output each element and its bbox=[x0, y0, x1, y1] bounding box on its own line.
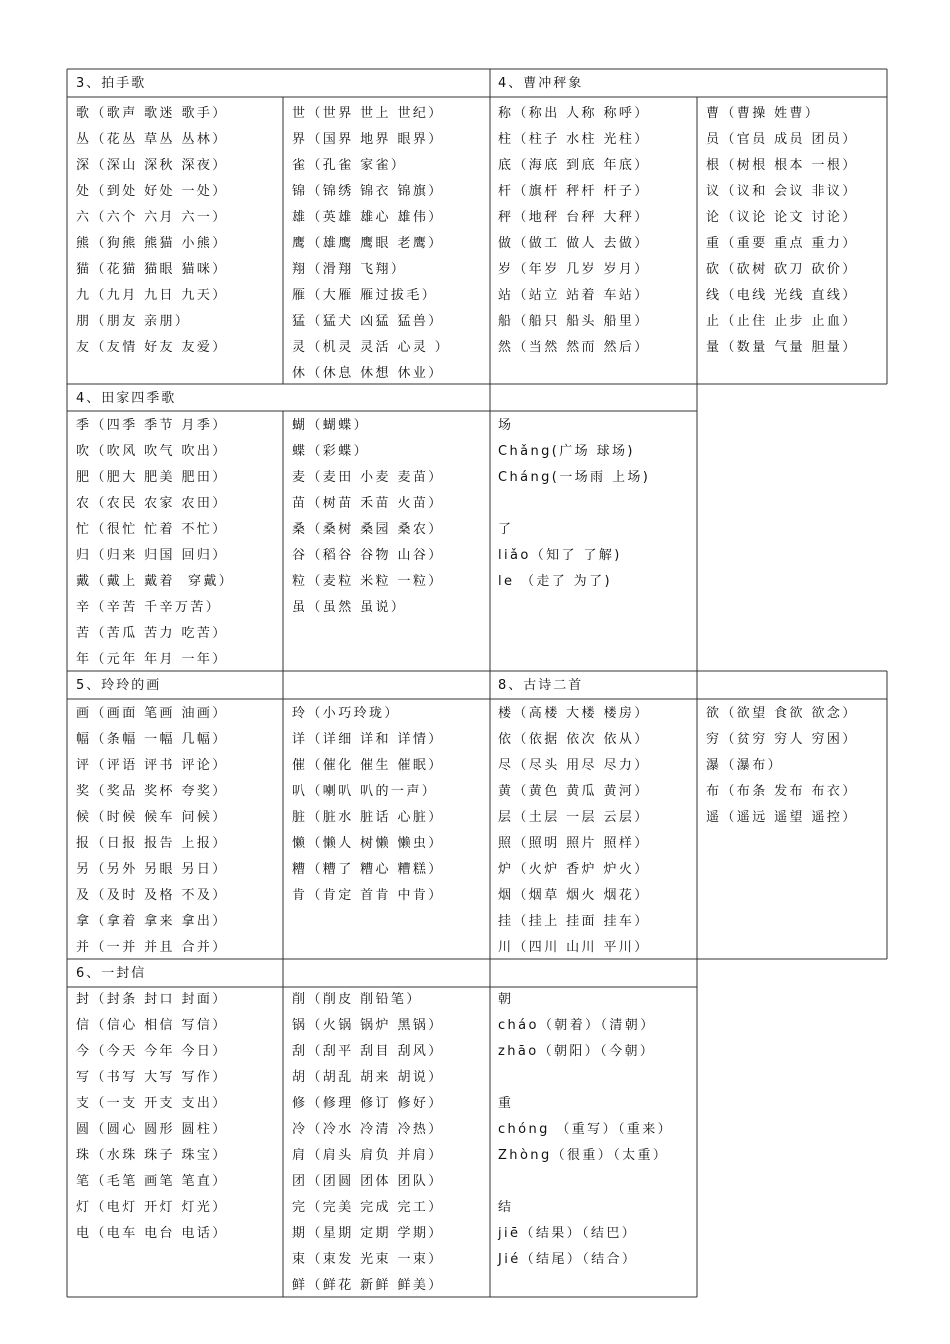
word-entry: 今（今天 今年 今日） bbox=[76, 1044, 228, 1059]
word-entry: 猫（花猫 猫眼 猫咪） bbox=[76, 262, 228, 277]
word-entry: le （走了 为了) bbox=[498, 574, 612, 589]
word-entry: 依（依据 依次 依从） bbox=[498, 732, 650, 747]
word-entry: 肩（肩头 肩负 并肩） bbox=[292, 1148, 444, 1163]
word-entry: 报（日报 报告 上报） bbox=[76, 836, 228, 851]
word-entry: 粒（麦粒 米粒 一粒） bbox=[292, 574, 444, 589]
word-entry: 脏（脏水 脏话 心脏） bbox=[292, 810, 444, 825]
word-entry: 苦（苦瓜 苦力 吃苦） bbox=[76, 626, 228, 641]
word-entry: 挂（挂上 挂面 挂车） bbox=[498, 914, 650, 929]
word-entry: 圆（圆心 圆形 圆柱） bbox=[76, 1122, 228, 1137]
word-entry: 灯（电灯 开灯 灯光） bbox=[76, 1200, 228, 1215]
word-entry: 戴（戴上 戴着 穿戴） bbox=[76, 574, 235, 589]
word-entry: 幅（条幅 一幅 几幅） bbox=[76, 732, 228, 747]
word-entry: 谷（稻谷 谷物 山谷） bbox=[292, 548, 444, 563]
word-entry: 员（官员 成员 团员） bbox=[706, 132, 858, 147]
word-entry: 了 bbox=[498, 522, 514, 537]
word-entry: 船（船只 船头 船里） bbox=[498, 314, 650, 329]
word-entry: 场 bbox=[498, 418, 514, 433]
word-entry: cháo（朝着）（清朝） bbox=[498, 1018, 656, 1033]
word-entry: 底（海底 到底 年底） bbox=[498, 158, 650, 173]
word-entry: 砍（砍树 砍刀 砍价） bbox=[706, 262, 858, 277]
word-entry: 深（深山 深秋 深夜） bbox=[76, 158, 228, 173]
word-list-s3-col1 bbox=[76, 101, 228, 361]
word-entry: 蝴（蝴蝶） bbox=[292, 418, 370, 433]
polyphone-list-s4b bbox=[498, 413, 650, 595]
word-entry: 鹰（雄鹰 鹰眼 老鹰） bbox=[292, 236, 444, 251]
word-entry: 层（土层 一层 云层） bbox=[498, 810, 650, 825]
word-entry: 评（评语 评书 评论） bbox=[76, 758, 228, 773]
word-entry: 并（一并 并且 合并） bbox=[76, 940, 228, 955]
word-list-s8-col1 bbox=[498, 701, 650, 961]
word-entry: 催（催化 催生 催眠） bbox=[292, 758, 444, 773]
word-entry: chóng （重写）（重来） bbox=[498, 1122, 674, 1137]
word-entry: 详（详细 详和 详情） bbox=[292, 732, 444, 747]
word-entry: 九（九月 九日 九天） bbox=[76, 288, 228, 303]
word-entry: 拿（拿着 拿来 拿出） bbox=[76, 914, 228, 929]
word-list-s4a-col2 bbox=[706, 101, 858, 361]
word-entry: 然（当然 然而 然后） bbox=[498, 340, 650, 355]
word-entry: 忙（很忙 忙着 不忙） bbox=[76, 522, 228, 537]
word-entry: 论（议论 论文 讨论） bbox=[706, 210, 858, 225]
word-entry: 熊（狗熊 熊猫 小熊） bbox=[76, 236, 228, 251]
word-entry: 结 bbox=[498, 1200, 514, 1215]
word-entry bbox=[498, 1065, 673, 1091]
word-entry: Jié（结尾）（结合） bbox=[498, 1252, 638, 1267]
word-entry: 曹（曹操 姓曹） bbox=[706, 106, 821, 121]
word-entry: 及（及时 及格 不及） bbox=[76, 888, 228, 903]
word-entry: 封（封条 封口 封面） bbox=[76, 992, 228, 1007]
word-entry: 信（信心 相信 写信） bbox=[76, 1018, 228, 1033]
word-entry: 年（元年 年月 一年） bbox=[76, 652, 228, 667]
word-entry: 议（议和 会议 非议） bbox=[706, 184, 858, 199]
word-list-s8-col2 bbox=[706, 701, 858, 831]
word-entry: 量（数量 气量 胆量） bbox=[706, 340, 858, 355]
word-entry: 珠（水珠 珠子 珠宝） bbox=[76, 1148, 228, 1163]
word-entry: 画（画面 笔画 油画） bbox=[76, 706, 228, 721]
word-entry: 川（四川 山川 平川） bbox=[498, 940, 650, 955]
word-list-s5-col2 bbox=[292, 701, 444, 909]
word-entry: 称（称出 人称 称呼） bbox=[498, 106, 650, 121]
section-title-a-letter: 6、一封信 bbox=[76, 966, 147, 981]
word-entry: 农（农民 农家 农田） bbox=[76, 496, 228, 511]
word-entry: 支（一支 开支 支出） bbox=[76, 1096, 228, 1111]
word-entry: 瀑（瀑布） bbox=[706, 758, 784, 773]
word-list-s6-col1 bbox=[76, 987, 228, 1247]
section-title-farm-seasons: 4、田家四季歌 bbox=[76, 391, 177, 406]
word-entry: 刮（刮平 刮目 刮风） bbox=[292, 1044, 444, 1059]
word-entry: 桑（桑树 桑园 桑农） bbox=[292, 522, 444, 537]
word-entry: 虽（虽然 虽说） bbox=[292, 600, 407, 615]
word-entry: 楼（高楼 大楼 楼房） bbox=[498, 706, 650, 721]
word-list-s5-col1 bbox=[76, 701, 228, 961]
word-entry: liǎo（知了 了解) bbox=[498, 548, 622, 563]
word-entry: 修（修理 修订 修好） bbox=[292, 1096, 444, 1111]
word-entry: 重 bbox=[498, 1096, 514, 1111]
word-entry: 冷（冷水 冷清 冷热） bbox=[292, 1122, 444, 1137]
word-entry: 重（重要 重点 重力） bbox=[706, 236, 858, 251]
word-entry: 辛（辛苦 千辛万苦） bbox=[76, 600, 222, 615]
word-entry: 歌（歌声 歌迷 歌手） bbox=[76, 106, 228, 121]
word-entry: 六（六个 六月 六一） bbox=[76, 210, 228, 225]
word-entry: Cháng(一场雨 上场) bbox=[498, 470, 651, 485]
word-entry: 尽（尽头 用尽 尽力） bbox=[498, 758, 650, 773]
word-entry: 削（削皮 削铅笔） bbox=[292, 992, 422, 1007]
word-entry: 站（站立 站着 车站） bbox=[498, 288, 650, 303]
word-list-s4b-col2 bbox=[292, 413, 444, 621]
word-list-s6-col2 bbox=[292, 987, 444, 1299]
word-entry: 雄（英雄 雄心 雄伟） bbox=[292, 210, 444, 225]
word-entry: 季（四季 季节 月季） bbox=[76, 418, 228, 433]
word-entry: 肯（肯定 首肯 中肯） bbox=[292, 888, 444, 903]
word-entry: 另（另外 另眼 另日） bbox=[76, 862, 228, 877]
word-entry: 丛（花丛 草丛 丛林） bbox=[76, 132, 228, 147]
word-entry: 期（星期 定期 学期） bbox=[292, 1226, 444, 1241]
word-entry: 糟（糟了 糟心 糟糕） bbox=[292, 862, 444, 877]
word-entry: 烟（烟草 烟火 烟花） bbox=[498, 888, 650, 903]
word-entry: 苗（树苗 禾苗 火苗） bbox=[292, 496, 444, 511]
word-entry: 写（书写 大写 写作） bbox=[76, 1070, 228, 1085]
word-entry: 黄（黄色 黄瓜 黄河） bbox=[498, 784, 650, 799]
word-entry: 秤（地秤 台秤 大秤） bbox=[498, 210, 650, 225]
word-entry: 止（止住 止步 止血） bbox=[706, 314, 858, 329]
word-entry: 岁（年岁 几岁 岁月） bbox=[498, 262, 650, 277]
word-entry: 炉（火炉 香炉 炉火） bbox=[498, 862, 650, 877]
word-entry: 候（时候 候车 问候） bbox=[76, 810, 228, 825]
section-title-lingling-painting: 5、玲玲的画 bbox=[76, 678, 162, 693]
word-entry: 穷（贫穷 穷人 穷困） bbox=[706, 732, 858, 747]
word-entry: 雁（大雁 雁过拔毛） bbox=[292, 288, 438, 303]
word-list-s4b-col1 bbox=[76, 413, 234, 673]
word-entry: 叭（喇叭 叭的一声） bbox=[292, 784, 438, 799]
word-entry: Chǎng(广场 球场) bbox=[498, 444, 635, 459]
word-entry: 线（电线 光线 直线） bbox=[706, 288, 858, 303]
word-entry: 界（国界 地界 眼界） bbox=[292, 132, 444, 147]
word-entry: 朝 bbox=[498, 992, 514, 1007]
word-entry: 鲜（鲜花 新鲜 鲜美） bbox=[292, 1278, 444, 1293]
word-entry: Zhòng（很重）（太重） bbox=[498, 1148, 669, 1163]
section-title-cao-chong: 4、曹冲秤象 bbox=[498, 76, 584, 91]
word-entry bbox=[498, 1169, 673, 1195]
word-entry: 麦（麦田 小麦 麦苗） bbox=[292, 470, 444, 485]
word-entry: 杆（旗杆 秤杆 杆子） bbox=[498, 184, 650, 199]
word-entry: 束（束发 光束 一束） bbox=[292, 1252, 444, 1267]
word-entry: 猛（猛犬 凶猛 猛兽） bbox=[292, 314, 444, 329]
word-entry: 布（布条 发布 布衣） bbox=[706, 784, 858, 799]
word-entry: 电（电车 电台 电话） bbox=[76, 1226, 228, 1241]
word-entry: 奖（奖品 奖杯 夸奖） bbox=[76, 784, 228, 799]
word-entry: 翔（滑翔 飞翔） bbox=[292, 262, 407, 277]
word-entry: 蝶（彩蝶） bbox=[292, 444, 370, 459]
word-entry: 锦（锦绣 锦衣 锦旗） bbox=[292, 184, 444, 199]
word-entry: 懒（懒人 树懒 懒虫） bbox=[292, 836, 444, 851]
word-entry: 笔（毛笔 画笔 笔直） bbox=[76, 1174, 228, 1189]
word-entry: 吹（吹风 吹气 吹出） bbox=[76, 444, 228, 459]
word-entry bbox=[498, 491, 650, 517]
word-list-s4a-col1 bbox=[498, 101, 650, 361]
word-entry: 胡（胡乱 胡来 胡说） bbox=[292, 1070, 444, 1085]
word-entry: 完（完美 完成 完工） bbox=[292, 1200, 444, 1215]
word-entry: 做（做工 做人 去做） bbox=[498, 236, 650, 251]
word-entry: jiē（结果）（结巴） bbox=[498, 1226, 638, 1241]
word-entry: 锅（火锅 锅炉 黑锅） bbox=[292, 1018, 444, 1033]
word-entry: 照（照明 照片 照样） bbox=[498, 836, 650, 851]
word-entry: 柱（柱子 水柱 光柱） bbox=[498, 132, 650, 147]
word-entry: 友（友情 好友 友爱） bbox=[76, 340, 228, 355]
word-entry: 处（到处 好处 一处） bbox=[76, 184, 228, 199]
word-entry: 玲（小巧玲珑） bbox=[292, 706, 400, 721]
word-entry: 肥（肥大 肥美 肥田） bbox=[76, 470, 228, 485]
word-entry: 欲（欲望 食欲 欲念） bbox=[706, 706, 858, 721]
word-entry: 归（归来 归国 回归） bbox=[76, 548, 228, 563]
word-entry: 根（树根 根本 一根） bbox=[706, 158, 858, 173]
section-title-two-poems: 8、古诗二首 bbox=[498, 678, 584, 693]
word-entry: 灵（机灵 灵活 心灵 ） bbox=[292, 340, 451, 355]
word-entry: 世（世界 世上 世纪） bbox=[292, 106, 444, 121]
word-entry: zhāo（朝阳）（今朝） bbox=[498, 1044, 656, 1059]
word-entry: 雀（孔雀 家雀） bbox=[292, 158, 407, 173]
section-title-clapping-song: 3、拍手歌 bbox=[76, 76, 147, 91]
word-entry: 朋（朋友 亲朋） bbox=[76, 314, 191, 329]
polyphone-list-s6 bbox=[498, 987, 673, 1273]
word-list-s3-col2 bbox=[292, 101, 450, 387]
word-entry: 团（团圆 团体 团队） bbox=[292, 1174, 444, 1189]
word-entry: 休（休息 休想 休业） bbox=[292, 366, 444, 381]
word-entry: 遥（遥远 遥望 遥控） bbox=[706, 810, 858, 825]
